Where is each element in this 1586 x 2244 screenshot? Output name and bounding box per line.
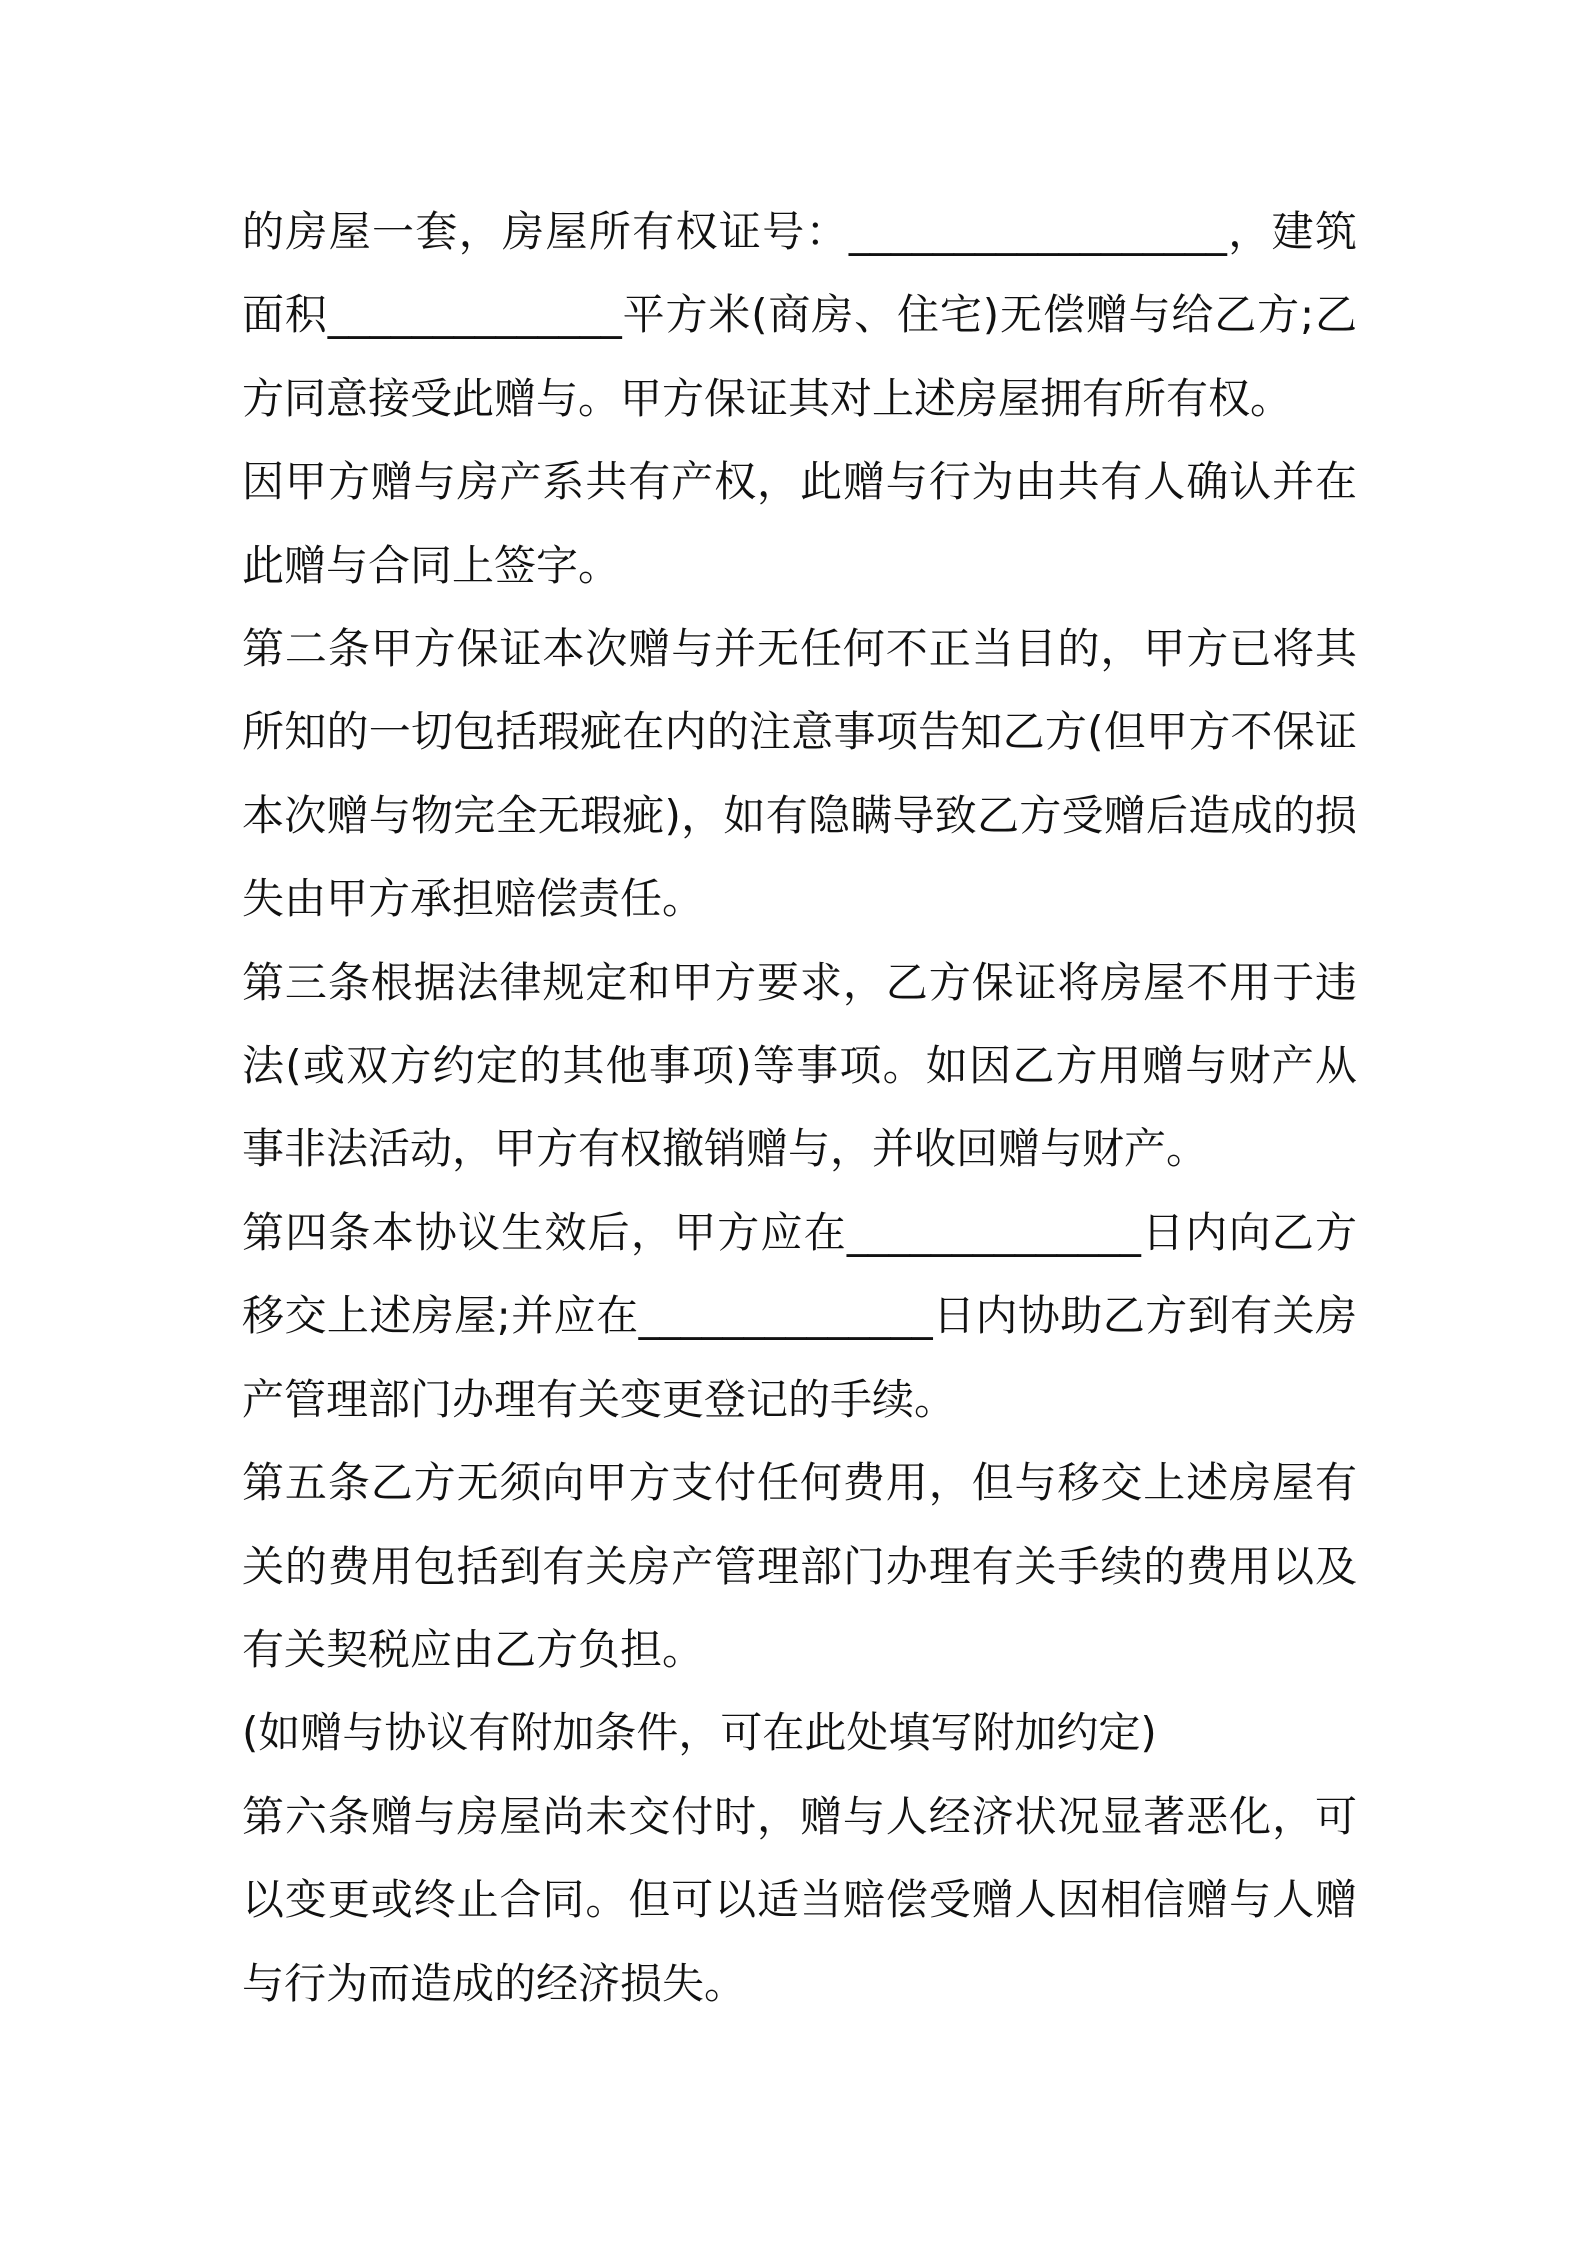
paragraph-additional-terms: (如赠与协议有附加条件，可在此处填写附加约定) — [242, 1708, 1157, 1758]
paragraph-article-3: 第三条根据法律规定和甲方要求，乙方保证将房屋不用于违法(或双方约定的其他事项)等事项。如因乙方用赠与财产从事非法活动，甲方有权撤销赠与，并收回赠与财产。 — [242, 957, 1357, 1174]
paragraph-house-details: 的房屋一套，房屋所有权证号：__________________，建筑面积______________平方米(商房、住宅)无偿赠与给乙方;乙方同意接受此赠与。甲方保证其对上述房屋拥有所有权。 — [242, 207, 1357, 423]
document-body — [242, 190, 1357, 2025]
paragraph-article-5: 第五条乙方无须向甲方支付任何费用，但与移交上述房屋有关的费用包括到有关房产管理部门办理有关手续的费用以及有关契税应由乙方负担。 — [242, 1458, 1357, 1674]
paragraph-article-4: 第四条本协议生效后，甲方应在______________日内向乙方移交上述房屋;并应在______________日内协助乙方到有关房产管理部门办理有关变更登记的手续。 — [242, 1207, 1357, 1424]
paragraph-co-ownership: 因甲方赠与房产系共有产权，此赠与行为由共有人确认并在此赠与合同上签字。 — [242, 457, 1357, 590]
paragraph-article-2: 第二条甲方保证本次赠与并无任何不正当目的，甲方已将其所知的一切包括瑕疵在内的注意事项告知乙方(但甲方不保证本次赠与物完全无瑕疵)，如有隐瞒导致乙方受赠后造成的损失由甲方承担赔偿责任。 — [242, 624, 1357, 924]
paragraph-article-6: 第六条赠与房屋尚未交付时，赠与人经济状况显著恶化，可以变更或终止合同。但可以适当赔偿受赠人因相信赠与人赠与行为而造成的经济损失。 — [242, 1791, 1357, 2008]
